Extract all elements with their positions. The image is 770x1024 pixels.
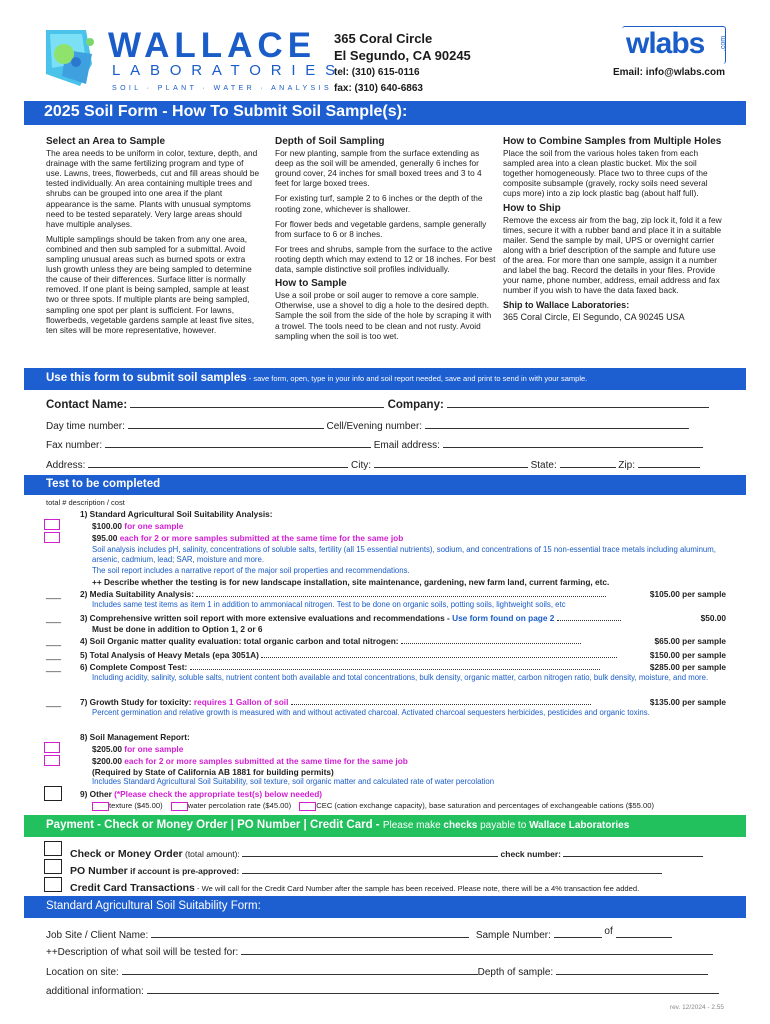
test-1a-note: for one sample [122, 521, 184, 531]
tests-bar-label: Test to be completed [46, 478, 161, 490]
test-9-texture-label: texture ($45.00) [109, 801, 163, 810]
test-2-dots [196, 596, 606, 597]
test-8b-price: $200.00 [92, 756, 122, 766]
page-title: 2025 Soil Form - How To Submit Soil Sample(s): [44, 103, 408, 120]
fax-number-field[interactable] [105, 439, 371, 448]
job-site-row [46, 926, 672, 941]
tests-bar [24, 475, 746, 495]
test-6-price: $285.00 per sample [649, 662, 726, 672]
check-number-field[interactable] [563, 848, 703, 857]
test-8a-note: for one sample [122, 744, 184, 754]
test-6-dots [190, 669, 600, 670]
test-8b-note: each for 2 or more samples submitted at the same time for the same job [122, 756, 408, 766]
test-9-checkbox[interactable] [44, 786, 62, 801]
test-7-price: $135.00 per sample [649, 697, 726, 707]
sample-number-field[interactable] [554, 929, 602, 938]
test-6-total[interactable]: ___ [46, 662, 62, 672]
test-1a-checkbox[interactable] [44, 519, 60, 530]
additional-info-row [46, 985, 719, 997]
test-8-desc: Includes Standard Agricultural Soil Suitability, soil texture, soil organic matter and calculated rate of water percolation [92, 777, 495, 786]
test-7-line [80, 697, 726, 707]
test-1-warn: ++ Describe whether the testing is for new landscape installation, site maintenance, gardening, new farm land, current farming, etc. [92, 577, 610, 587]
check-number-label: check number: [500, 849, 562, 859]
test-9-texture-checkbox[interactable] [92, 802, 109, 811]
location-row [46, 966, 708, 978]
depth-of-sample-label: Depth of sample: [477, 967, 554, 978]
location-field[interactable] [122, 966, 478, 975]
test-9-cec-label: CEC (cation exchange capacity), base saturation and percentages of exchangeable cations ($55.00) [316, 801, 654, 810]
check-label: Check or Money Order [70, 848, 183, 860]
wlabs-logo-text: wlabs [626, 27, 705, 60]
payment-bar-methods: - Check or Money Order | PO Number | Credit Card - [93, 819, 383, 831]
tel: tel: (310) 615-0116 [334, 67, 420, 78]
payment-bar-make: Please make [382, 820, 444, 831]
ship-text: Remove the excess air from the bag, zip lock it, fold it a few times, secure it with a rubber band and place it in a suitable mailer. Send the sample by mail, UPS or overnight carrier along with a brief description of the sample and future use of the area. For more than one sample, assign it a number and label the bag. Record the details in your files. Provide your name, phone number, address, email address and fax number if you wish to have the data faxed back. [503, 214, 722, 296]
test-3-line [80, 613, 726, 623]
use-form-bar-rest: - save form, open, type in your info and soil report needed, save and print to send in with your sample. [246, 374, 588, 383]
fax: fax: (310) 640-6863 [334, 83, 423, 94]
test-7-desc: Percent germination and relative growth is measured with and without activated charcoal. Activated charcoal sequesters herbicides, pesticides and organic toxins. [92, 708, 650, 717]
contact-row-3 [46, 439, 703, 451]
test-4-dots [401, 643, 581, 644]
description-row [46, 946, 713, 958]
zip-field[interactable] [638, 459, 700, 468]
test-1b-checkbox[interactable] [44, 532, 60, 543]
select-area-text-2: Multiple samplings should be taken from any one area, combined and then sub sampled for a submittal. Avoid sampling unusual areas such as burned spots or extra lush growth unless they are being sampled to determine the cause of their differences. Surface litter is normally removed. If one plant is being sampled, sample at least two or three spots. If multiple plants are being sampled, sampling one spot per plant is sufficient. For lawns, flowerbeds, vegetable gardens sample at least five sites, ten sites will be more representative, however. [46, 233, 254, 335]
depth-text-3: For flower beds and vegetable gardens, sample generally from surface to 6 or 8 inches. [275, 218, 487, 239]
check-row [70, 848, 703, 860]
test-8-title: 8) Soil Management Report: [80, 732, 190, 742]
credit-card-checkbox[interactable] [44, 877, 62, 892]
depth-of-sample-field[interactable] [556, 966, 708, 975]
standard-form-bar-label: Standard Agricultural Soil Suitability Form: [46, 900, 261, 912]
select-area-text-1: The area needs to be uniform in color, texture, depth, and drainage with the same fertilizing program and type of use. Lawns, trees, flowerbeds, cut and fill areas should be tested individually. An area containing multiple trees and shrubs can be grouped into one area if the plant appearance is the same. Plants with unusual symptoms need to be tested separately. Very large areas should have multiple analyses. [46, 148, 260, 229]
test-6-desc: Including acidity, salinity, soluble salts, nutrient content both available and total concentrations, bulk density, organic matter, carbon nitrogen ratio, bulk density, moisture, and more. [92, 673, 709, 682]
depth-text-1: For new planting, sample from the surface extending as deep as the soil will be amended, generally 6 inches for ground cover, 24 inches for small boxed trees and 3 to 4 feet for large boxed trees. [275, 148, 482, 189]
credit-card-label: Credit Card Transactions [70, 882, 195, 894]
email-address-field[interactable] [443, 439, 703, 448]
ship-to-address: 365 Coral Circle, El Segundo, CA 90245 USA [503, 311, 685, 322]
test-2-line [80, 589, 726, 599]
test-9-water-label: water percolation rate ($45.00) [187, 801, 292, 810]
day-number-field[interactable] [128, 420, 324, 429]
description-label: ++Description of what soil will be tested for: [46, 947, 239, 958]
test-3-note: Must be done in addition to Option 1, 2 or 6 [92, 624, 263, 634]
tagline: SOIL · PLANT · WATER · ANALYSIS [112, 85, 333, 92]
how-to-sample-heading: How to Sample [275, 278, 347, 290]
test-9-water-checkbox[interactable] [171, 802, 188, 811]
test-2-title: 2) Media Suitability Analysis: [80, 589, 195, 599]
contact-row-4 [46, 459, 700, 471]
email[interactable]: Email: info@wlabs.com [613, 67, 725, 78]
combine-heading: How to Combine Samples from Multiple Holes [503, 136, 722, 147]
description-field[interactable] [241, 946, 713, 955]
test-8a-price: $205.00 [92, 744, 122, 754]
test-9-cec-checkbox[interactable] [299, 802, 316, 811]
depth-text-4: For trees and shrubs, sample from the surface to the active rooting depth which may extend to 12 or 18 inches. For best data, sample distinctive soil profiles individually. [275, 243, 496, 275]
contact-name-label: Contact Name: [46, 399, 128, 411]
test-5-price: $150.00 per sample [649, 650, 726, 660]
test-6-title: 6) Complete Compost Test: [80, 662, 188, 672]
test-4-total[interactable]: ___ [46, 636, 62, 646]
check-checkbox[interactable] [44, 841, 62, 856]
contact-row-2 [46, 420, 689, 432]
test-7-req: requires 1 Gallon of soil [193, 697, 289, 707]
sample-of-label: of [604, 926, 613, 937]
sample-number-label: Sample Number: [475, 930, 551, 941]
company-field[interactable] [447, 399, 709, 408]
test-4-price: $65.00 per sample [654, 636, 726, 646]
test-1b-note: each for 2 or more samples submitted at the same time for the same job [117, 533, 404, 543]
wlabs-logo-com: .com [720, 35, 728, 52]
test-7-total[interactable]: ___ [46, 697, 62, 707]
instructions-col-2 [275, 137, 497, 346]
test-2-total[interactable]: ___ [46, 589, 62, 599]
po-row [70, 865, 662, 877]
sample-total-field[interactable] [616, 929, 672, 938]
use-form-bar-bold: Use this form to submit soil samples [46, 372, 247, 384]
address-field[interactable] [88, 459, 348, 468]
state-field[interactable] [560, 459, 616, 468]
credit-card-sub: - We will call for the Credit Card Number after the sample has been received. Please note, there will be a 4% transaction fee added. [194, 884, 640, 893]
po-number-field[interactable] [242, 865, 662, 874]
city-label: City: [351, 460, 372, 471]
test-3-total[interactable]: ___ [46, 613, 62, 623]
revision-note: rev. 12/2024 - 2.55 [669, 1004, 724, 1011]
job-site-field[interactable] [151, 929, 469, 938]
contact-name-field[interactable] [130, 399, 384, 408]
payment-bar-checks: checks [443, 820, 478, 831]
test-7-dots [291, 704, 591, 705]
test-3-title: 3) Comprehensive written soil report with more extensive evaluations and recommendations - [80, 613, 453, 623]
test-1a-line [92, 521, 183, 531]
select-area-heading: Select an Area to Sample [46, 136, 166, 147]
day-number-label: Day time number: [46, 421, 125, 432]
test-8a-line [92, 744, 183, 754]
logo [40, 24, 110, 92]
po-label: PO Number [70, 865, 128, 877]
address-label: Address: [46, 460, 86, 471]
test-1-desc: Soil analysis includes pH, salinity, concentrations of soluble salts, fertility (all 15 essential nutrients), sodium, and concentrations of 15 non-essential trace metals including aluminum, arsenic, cadmium, lead; SAR, moisture and more. [92, 545, 716, 564]
tests-header: total # description / cost [46, 498, 125, 507]
test-9-line [80, 789, 322, 799]
test-4-line [80, 636, 726, 646]
payment-bar-payable: payable to [477, 820, 530, 831]
test-3-price: $50.00 [700, 613, 726, 623]
use-form-bar [24, 368, 746, 390]
po-sub: if account is pre-approved: [127, 866, 240, 876]
test-1-title: 1) Standard Agricultural Soil Suitability Analysis: [80, 509, 273, 519]
city-field[interactable] [374, 459, 528, 468]
check-sub: (total amount): [182, 849, 240, 859]
job-site-label: Job Site / Client Name: [46, 930, 149, 941]
test-7-title: 7) Growth Study for toxicity: [80, 697, 194, 707]
brand-sub: LABORATORIES [112, 62, 345, 79]
test-1b-line [92, 533, 403, 543]
zip-label: Zip: [618, 460, 635, 471]
ship-heading: How to Ship [503, 202, 561, 214]
cell-number-label: Cell/Evening number: [326, 421, 423, 432]
test-1a-price: $100.00 [92, 521, 122, 531]
combine-text: Place the soil from the various holes taken from each sampled area into a clean plastic bucket. Mix the soil together homogeneously. Place two to three cups of the composite subsample (gravely, rocky soils need several cups more) into a zip lock plastic bag (about half full). [503, 148, 708, 199]
test-1-desc-2: The soil report includes a narrative report of the major soil properties and recommendations. [92, 566, 410, 575]
test-2-desc: Includes same test items as item 1 in addition to ammoniacal nitrogen. Test to be done on organic soils, potting soils, lightweight soils, etc [92, 600, 566, 609]
test-9-title: 9) Other [80, 789, 115, 799]
ship-to-heading: Ship to Wallace Laboratories: [503, 300, 630, 311]
depth-text-2: For existing turf, sample 2 to 6 inches or the depth of the rooting zone, whichever is shallower. [275, 193, 483, 214]
contact-row-1 [46, 399, 709, 411]
cell-number-field[interactable] [425, 420, 689, 429]
brand-name: WALLACE [108, 26, 317, 65]
how-to-sample-text: Use a soil probe or soil auger to remove a core sample. Otherwise, use a shovel to dig a hole to the desired depth. Sample the soil from the side of the hole by scraping it with a trowel. The tools need to be clean and not rusty. Avoid sampling when the soil is too wet. [275, 290, 492, 341]
address-line-1: 365 Coral Circle [334, 31, 433, 46]
test-2-price: $105.00 per sample [649, 589, 726, 599]
instructions-col-3 [503, 137, 723, 327]
standard-form-bar [24, 896, 746, 918]
email-address-label: Email address: [373, 440, 440, 451]
test-8b-line [92, 756, 408, 766]
additional-info-label: additional information: [46, 986, 144, 997]
test-1b-price: $95.00 [92, 533, 118, 543]
test-3-link[interactable]: Use form found on page 2 [452, 613, 555, 623]
instructions-col-1 [46, 137, 260, 340]
test-5-title: 5) Total Analysis of Heavy Metals (epa 3051A) [80, 650, 259, 660]
check-amount-field[interactable] [242, 848, 498, 857]
payment-bar-title: Payment [46, 819, 94, 831]
company-label: Company: [387, 399, 444, 411]
test-5-line [80, 650, 726, 660]
test-4-title: 4) Soil Organic matter quality evaluation: total organic carbon and total nitrogen: [80, 636, 399, 646]
state-label: State: [530, 460, 557, 471]
test-3-dots [557, 620, 621, 621]
po-checkbox[interactable] [44, 859, 62, 874]
test-8b-checkbox[interactable] [44, 755, 60, 766]
test-5-total[interactable]: ___ [46, 650, 62, 660]
fax-number-label: Fax number: [46, 440, 103, 451]
test-8a-checkbox[interactable] [44, 742, 60, 753]
credit-card-row [70, 882, 639, 894]
depth-heading: Depth of Soil Sampling [275, 136, 385, 147]
test-9-note: (*Please check the appropriate test(s) below needed) [114, 789, 323, 799]
payment-bar [24, 815, 746, 837]
test-8-req: (Required by State of California AB 1881 for building permits) [92, 767, 334, 777]
address-line-2: El Segundo, CA 90245 [334, 48, 471, 63]
test-6-line [80, 662, 726, 672]
additional-info-field[interactable] [147, 985, 719, 994]
test-9-options [92, 801, 654, 811]
test-5-dots [261, 657, 617, 658]
location-label: Location on site: [46, 967, 119, 978]
payment-bar-payee: Wallace Laboratories [529, 820, 630, 831]
